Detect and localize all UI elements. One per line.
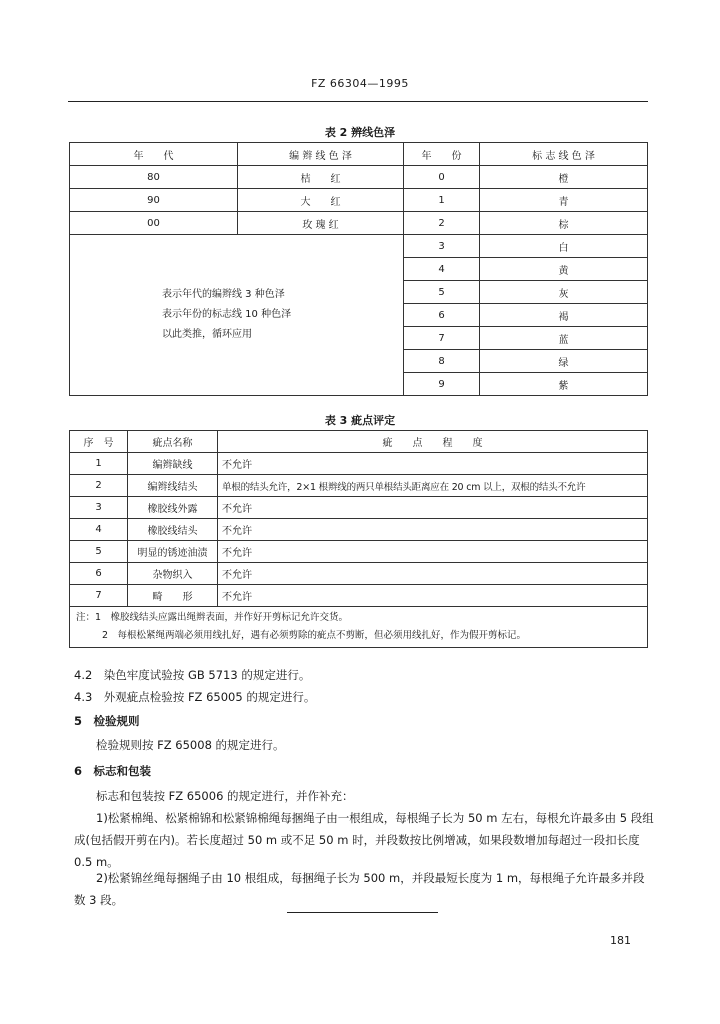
table-row: [70, 453, 648, 475]
end-rule: [287, 912, 438, 913]
note-line: 2 每根松紧绳两端必须用线扎好，遇有必须剪除的疵点不剪断，但必须用线扎好，作为假开剪标记。: [102, 630, 527, 641]
table-row: [70, 475, 648, 497]
header-defect-name: 疵点名称: [128, 431, 218, 453]
mark-color-cell: 绿: [480, 350, 648, 373]
serial-cell: 7: [70, 585, 128, 607]
document-code: FZ 66304—1995: [311, 77, 409, 90]
mark-color-cell: 紫: [480, 373, 648, 396]
year-cell: 5: [404, 281, 480, 304]
defect-degree-cell: 不允许: [218, 563, 648, 585]
mark-color-cell: 黄: [480, 258, 648, 281]
braid-color-cell: 大 红: [238, 189, 404, 212]
section-6-heading: 6 标志和包装: [74, 764, 152, 778]
defect-name-cell: 杂物织入: [128, 563, 218, 585]
note-line: 以此类推，循环应用: [162, 329, 252, 340]
table-row: [70, 585, 648, 607]
table2-note: [70, 235, 404, 396]
defect-name-cell: 橡胶线外露: [128, 497, 218, 519]
mark-color-cell: 褐: [480, 304, 648, 327]
section-6-item-1: 1)松紧棉绳、松紧棉锦和松紧锦棉绳每捆绳子由一根组成，每根绳子长为 50 m 左右，每根允许最多由 5 段组成(包括假开剪在内)。若长度超过 50 m 或不足 50 m 时，并段数按比例增减，如果段数增加每超过一段扣长度 0.5 m。: [74, 811, 654, 869]
year-cell: 1: [404, 189, 480, 212]
note-line: 表示年代的编辫线 3 种色泽: [162, 289, 285, 300]
table-row: [70, 563, 648, 585]
header-defect-degree: 疵 点 程 度: [218, 431, 648, 453]
section-5-text: 检验规则按 FZ 65008 的规定进行。: [96, 738, 285, 752]
table2-caption: 表 2 辨线色泽: [324, 126, 396, 139]
defect-degree-cell: 单根的结头允许，2×1 根辫线的两只单根结头距离应在 20 cm 以上，双根的结头不允许: [218, 475, 648, 497]
defect-name-cell: 编辫缺线: [128, 453, 218, 475]
braid-color-cell: 玫 瑰 红: [238, 212, 404, 235]
table2-header-row: [70, 143, 648, 166]
serial-cell: 2: [70, 475, 128, 497]
table-row: [70, 166, 648, 189]
section-5-heading: 5 检验规则: [74, 714, 140, 728]
note-line: 注：1 橡胶线结头应露出绳辫表面，并作好开剪标记允许交货。: [76, 612, 349, 623]
table-row: [70, 541, 648, 563]
table3-header-row: [70, 431, 648, 453]
defect-degree-cell: 不允许: [218, 585, 648, 607]
defect-name-cell: 畸 形: [128, 585, 218, 607]
table3-caption: 表 3 疵点评定: [324, 414, 396, 427]
section-6-item-2: 2)松紧锦丝绳每捆绳子由 10 根组成，每捆绳子长为 500 m，并段最短长度为 1 m，每根绳子允许最多并段数 3 段。: [74, 871, 645, 907]
table-row: [70, 235, 648, 258]
header-braid-color: 编 辫 线 色 泽: [238, 143, 404, 166]
clause-4-2: 4.2 染色牢度试验按 GB 5713 的规定进行。: [74, 668, 311, 682]
mark-color-cell: 蓝: [480, 327, 648, 350]
year-cell: 2: [404, 212, 480, 235]
defect-degree-cell: 不允许: [218, 541, 648, 563]
table-row: [70, 212, 648, 235]
header-mark-color: 标 志 线 色 泽: [480, 143, 648, 166]
serial-cell: 4: [70, 519, 128, 541]
mark-color-cell: 橙: [480, 166, 648, 189]
mark-color-cell: 青: [480, 189, 648, 212]
year-cell: 8: [404, 350, 480, 373]
decade-cell: 90: [70, 189, 238, 212]
clause-4-3: 4.3 外观疵点检验按 FZ 65005 的规定进行。: [74, 690, 316, 704]
mark-color-cell: 棕: [480, 212, 648, 235]
year-cell: 9: [404, 373, 480, 396]
year-cell: 6: [404, 304, 480, 327]
year-cell: 7: [404, 327, 480, 350]
header-rule: [68, 101, 648, 102]
header-decade: 年 代: [70, 143, 238, 166]
year-cell: 4: [404, 258, 480, 281]
table3-defect-table: [69, 430, 648, 648]
defect-name-cell: 橡胶线结头: [128, 519, 218, 541]
table-row: [70, 497, 648, 519]
serial-cell: 1: [70, 453, 128, 475]
section-6-text: 标志和包装按 FZ 65006 的规定进行，并作补充：: [96, 789, 354, 803]
note-line: 表示年份的标志线 10 种色泽: [162, 309, 292, 320]
table3-notes: [70, 607, 648, 648]
serial-cell: 3: [70, 497, 128, 519]
mark-color-cell: 灰: [480, 281, 648, 304]
braid-color-cell: 桔 红: [238, 166, 404, 189]
defect-name-cell: 编辫线结头: [128, 475, 218, 497]
table2-color-table: [69, 142, 648, 396]
header-year: 年 份: [404, 143, 480, 166]
year-cell: 3: [404, 235, 480, 258]
page-number: 181: [610, 934, 631, 947]
serial-cell: 5: [70, 541, 128, 563]
defect-degree-cell: 不允许: [218, 453, 648, 475]
table-row: [70, 519, 648, 541]
defect-name-cell: 明显的锈迹油渍: [128, 541, 218, 563]
table3-notes-row: [70, 607, 648, 648]
mark-color-cell: 白: [480, 235, 648, 258]
year-cell: 0: [404, 166, 480, 189]
decade-cell: 00: [70, 212, 238, 235]
header-serial: 序 号: [70, 431, 128, 453]
serial-cell: 6: [70, 563, 128, 585]
defect-degree-cell: 不允许: [218, 519, 648, 541]
table-row: [70, 189, 648, 212]
defect-degree-cell: 不允许: [218, 497, 648, 519]
decade-cell: 80: [70, 166, 238, 189]
